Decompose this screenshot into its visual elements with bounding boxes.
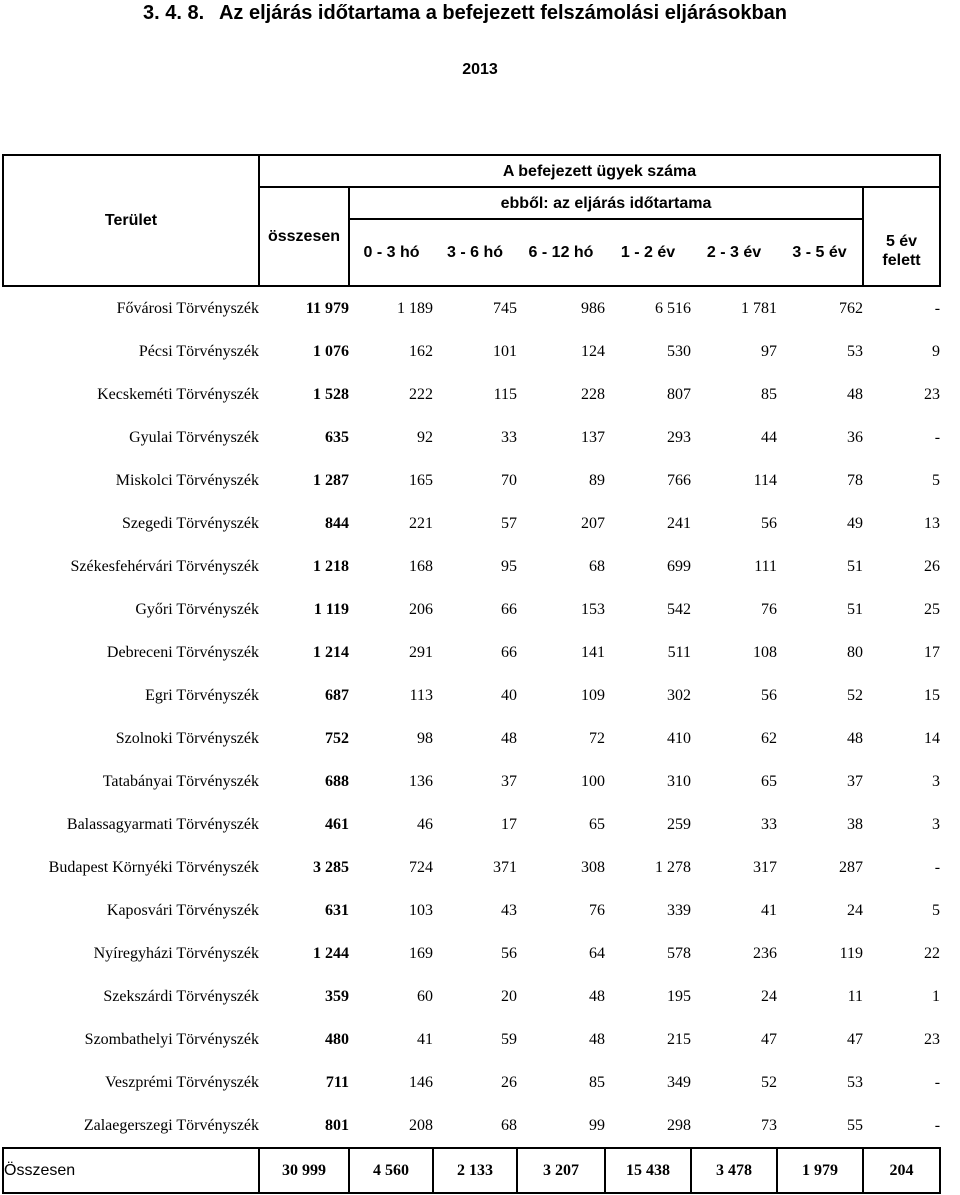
row-value: 40 <box>501 686 517 704</box>
row-court-name: Pécsi Törvényszék <box>138 342 259 360</box>
row-value: 578 <box>667 944 691 962</box>
row-value: 302 <box>667 686 691 704</box>
header-duration-col: 2 - 3 év <box>691 219 777 286</box>
row-value: - <box>934 858 941 876</box>
row-value: 56 <box>761 686 777 704</box>
header-duration-col: 0 - 3 hó <box>349 219 433 286</box>
row-total: 687 <box>325 686 349 704</box>
row-court-name: Szolnoki Törvényszék <box>115 729 259 747</box>
row-value: 26 <box>924 557 941 575</box>
row-value: 745 <box>493 299 517 317</box>
row-value: 62 <box>761 729 777 747</box>
row-value: 60 <box>417 987 433 1005</box>
row-court-name: Győri Törvényszék <box>135 600 259 618</box>
row-value: 56 <box>761 514 777 532</box>
row-value: 23 <box>924 1030 941 1048</box>
row-value: 241 <box>667 514 691 532</box>
row-total: 1 528 <box>313 385 349 403</box>
row-court-name: Zalaegerszegi Törvényszék <box>83 1116 259 1134</box>
row-value: 9 <box>932 342 941 360</box>
row-value: 25 <box>924 600 941 618</box>
row-court-name: Tatabányai Törvényszék <box>102 772 259 790</box>
sum-cell: 2 133 <box>433 1148 517 1193</box>
row-value: 119 <box>839 944 863 962</box>
row-total: 1 214 <box>313 643 349 661</box>
table-row <box>3 1061 940 1104</box>
row-value: 17 <box>501 815 517 833</box>
row-value: 699 <box>667 557 691 575</box>
row-value: 236 <box>753 944 777 962</box>
row-value: 48 <box>501 729 517 747</box>
sum-cell: 3 207 <box>517 1148 605 1193</box>
row-value: 287 <box>839 858 863 876</box>
row-value: 339 <box>667 901 691 919</box>
table-row <box>3 286 940 330</box>
row-value: 37 <box>501 772 517 790</box>
row-value: 66 <box>501 643 517 661</box>
row-value: 169 <box>409 944 433 962</box>
row-value: 5 <box>932 901 941 919</box>
row-value: 206 <box>409 600 433 618</box>
row-value: 124 <box>581 342 605 360</box>
row-value: 68 <box>589 557 605 575</box>
row-value: 44 <box>761 428 777 446</box>
row-value: - <box>934 1073 941 1091</box>
row-value: 766 <box>667 471 691 489</box>
row-value: 165 <box>409 471 433 489</box>
row-value: 24 <box>761 987 777 1005</box>
row-value: 762 <box>839 299 863 317</box>
row-value: 13 <box>924 514 941 532</box>
row-value: 530 <box>667 342 691 360</box>
row-value: 207 <box>581 514 605 532</box>
row-value: 228 <box>581 385 605 403</box>
row-value: 114 <box>753 471 777 489</box>
row-value: 92 <box>417 428 433 446</box>
row-value: 57 <box>501 514 517 532</box>
row-value: 3 <box>932 815 941 833</box>
row-court-name: Fővárosi Törvényszék <box>116 299 259 317</box>
row-total: 688 <box>325 772 349 790</box>
table-row <box>3 932 940 975</box>
table-row <box>3 717 940 760</box>
section-number: 3. 4. 8. <box>143 2 205 24</box>
row-value: 76 <box>589 901 605 919</box>
row-value: 371 <box>493 858 517 876</box>
row-value: 986 <box>581 299 605 317</box>
header-completed-cases: A befejezett ügyek száma <box>259 155 940 187</box>
sum-row <box>3 1148 940 1193</box>
table-row <box>3 416 940 459</box>
row-value: 17 <box>924 643 941 661</box>
sum-cell: 4 560 <box>349 1148 433 1193</box>
row-value: 136 <box>409 772 433 790</box>
table-row <box>3 1104 940 1148</box>
row-value: 1 278 <box>655 858 691 876</box>
table-row <box>3 760 940 803</box>
row-total: 844 <box>325 514 349 532</box>
row-value: 80 <box>847 643 863 661</box>
row-value: 111 <box>754 557 777 575</box>
row-value: 68 <box>501 1116 517 1134</box>
sum-cell: 204 <box>863 1148 940 1193</box>
row-total: 480 <box>325 1030 349 1048</box>
row-court-name: Gyulai Törvényszék <box>129 428 259 446</box>
row-total: 461 <box>325 815 349 833</box>
row-value: 23 <box>924 385 941 403</box>
table-row <box>3 889 940 932</box>
row-total: 1 287 <box>313 471 349 489</box>
row-value: 51 <box>847 557 863 575</box>
row-value: - <box>934 299 941 317</box>
row-value: 51 <box>847 600 863 618</box>
sum-cell: 15 438 <box>605 1148 691 1193</box>
row-value: 115 <box>493 385 517 403</box>
row-value: 99 <box>589 1116 605 1134</box>
row-value: 113 <box>409 686 433 704</box>
row-value: 215 <box>667 1030 691 1048</box>
row-value: 153 <box>581 600 605 618</box>
row-court-name: Debreceni Törvényszék <box>106 643 259 661</box>
header-total: összesen <box>259 187 349 286</box>
row-value: 97 <box>761 342 777 360</box>
row-value: 46 <box>417 815 433 833</box>
row-value: 511 <box>667 643 691 661</box>
row-value: 141 <box>581 643 605 661</box>
page-title <box>143 2 787 25</box>
row-value: 410 <box>667 729 691 747</box>
row-value: 66 <box>501 600 517 618</box>
row-value: 56 <box>501 944 517 962</box>
row-value: 41 <box>761 901 777 919</box>
sum-label: Összesen <box>3 1148 259 1193</box>
row-total: 631 <box>325 901 349 919</box>
header-over-5-line2: felett <box>882 251 921 269</box>
row-total: 752 <box>325 729 349 747</box>
table-row <box>3 975 940 1018</box>
row-value: 37 <box>847 772 863 790</box>
row-value: 59 <box>501 1030 517 1048</box>
row-value: 221 <box>409 514 433 532</box>
header-over-5-years <box>863 187 940 286</box>
row-value: 293 <box>667 428 691 446</box>
header-duration-col: 1 - 2 év <box>605 219 691 286</box>
row-total: 801 <box>325 1116 349 1134</box>
year-label: 2013 <box>462 61 498 78</box>
header-duration-col: 3 - 5 év <box>777 219 863 286</box>
row-total: 3 285 <box>313 858 349 876</box>
row-value: 1 781 <box>741 299 777 317</box>
row-value: 11 <box>847 987 863 1005</box>
table-row <box>3 502 940 545</box>
table-row <box>3 545 940 588</box>
table-row <box>3 373 940 416</box>
row-value: 95 <box>501 557 517 575</box>
row-value: 55 <box>847 1116 863 1134</box>
row-value: 20 <box>501 987 517 1005</box>
row-value: 53 <box>847 1073 863 1091</box>
row-value: 101 <box>493 342 517 360</box>
table-row <box>3 674 940 717</box>
row-total: 711 <box>325 1073 349 1091</box>
row-value: 137 <box>581 428 605 446</box>
row-value: 22 <box>924 944 941 962</box>
header-duration-col: 3 - 6 hó <box>433 219 517 286</box>
row-value: 53 <box>847 342 863 360</box>
row-value: 70 <box>501 471 517 489</box>
row-value: 317 <box>753 858 777 876</box>
row-value: 47 <box>847 1030 863 1048</box>
row-value: 100 <box>581 772 605 790</box>
row-court-name: Miskolci Törvényszék <box>115 471 259 489</box>
header-duration-col: 6 - 12 hó <box>517 219 605 286</box>
row-value: 1 189 <box>397 299 433 317</box>
row-value: 52 <box>761 1073 777 1091</box>
row-court-name: Kaposvári Törvényszék <box>106 901 259 919</box>
row-value: 542 <box>667 600 691 618</box>
row-value: 109 <box>581 686 605 704</box>
row-value: 14 <box>924 729 941 747</box>
row-value: 259 <box>667 815 691 833</box>
row-value: 24 <box>847 901 863 919</box>
row-value: 33 <box>501 428 517 446</box>
row-value: 43 <box>501 901 517 919</box>
table-row <box>3 588 940 631</box>
row-value: 48 <box>589 1030 605 1048</box>
row-value: 48 <box>589 987 605 1005</box>
row-value: 48 <box>847 729 863 747</box>
row-value: 146 <box>409 1073 433 1091</box>
row-value: 85 <box>589 1073 605 1091</box>
row-court-name: Budapest Környéki Törvényszék <box>48 858 259 876</box>
row-court-name: Nyíregyházi Törvényszék <box>93 944 259 962</box>
row-value: 36 <box>847 428 863 446</box>
row-value: 5 <box>932 471 941 489</box>
row-value: 33 <box>761 815 777 833</box>
row-value: 65 <box>761 772 777 790</box>
row-court-name: Egri Törvényszék <box>145 686 259 704</box>
row-value: 310 <box>667 772 691 790</box>
row-court-name: Székesfehérvári Törvényszék <box>70 557 259 575</box>
row-value: 15 <box>924 686 941 704</box>
row-value: 6 516 <box>655 299 691 317</box>
row-value: 98 <box>417 729 433 747</box>
row-court-name: Kecskeméti Törvényszék <box>97 385 259 403</box>
row-court-name: Szekszárdi Törvényszék <box>103 987 259 1005</box>
row-value: 349 <box>667 1073 691 1091</box>
row-value: 162 <box>409 342 433 360</box>
row-court-name: Balassagyarmati Törvényszék <box>66 815 259 833</box>
sum-cell: 1 979 <box>777 1148 863 1193</box>
row-court-name: Veszprémi Törvényszék <box>105 1073 259 1091</box>
row-value: 291 <box>409 643 433 661</box>
table-row <box>3 459 940 502</box>
table-row <box>3 631 940 674</box>
row-total: 1 076 <box>313 342 349 360</box>
row-value: - <box>934 1116 941 1134</box>
row-value: 26 <box>501 1073 517 1091</box>
row-value: 108 <box>753 643 777 661</box>
row-value: 103 <box>409 901 433 919</box>
row-value: 1 <box>932 987 941 1005</box>
row-value: 298 <box>667 1116 691 1134</box>
row-total: 1 244 <box>313 944 349 962</box>
row-value: 168 <box>409 557 433 575</box>
row-value: 222 <box>409 385 433 403</box>
row-value: 64 <box>589 944 605 962</box>
row-value: 48 <box>847 385 863 403</box>
row-value: 85 <box>761 385 777 403</box>
row-value: 49 <box>847 514 863 532</box>
row-value: 195 <box>667 987 691 1005</box>
row-court-name: Szegedi Törvényszék <box>122 514 259 532</box>
row-value: 3 <box>932 772 941 790</box>
row-value: 52 <box>847 686 863 704</box>
title-text: Az eljárás időtartama a befejezett felszámolási eljárásokban <box>218 2 788 24</box>
row-value: 308 <box>581 858 605 876</box>
row-value: - <box>934 428 941 446</box>
sum-total: 30 999 <box>259 1148 349 1193</box>
row-total: 635 <box>325 428 349 446</box>
table-row <box>3 330 940 373</box>
row-value: 72 <box>589 729 605 747</box>
row-value: 724 <box>409 858 433 876</box>
row-value: 89 <box>589 471 605 489</box>
row-value: 47 <box>761 1030 777 1048</box>
header-of-which-duration: ebből: az eljárás időtartama <box>349 187 863 219</box>
row-value: 65 <box>589 815 605 833</box>
row-value: 38 <box>847 815 863 833</box>
row-total: 359 <box>325 987 349 1005</box>
row-value: 78 <box>847 471 863 489</box>
row-total: 11 979 <box>305 299 349 317</box>
row-total: 1 218 <box>313 557 349 575</box>
row-court-name: Szombathelyi Törvényszék <box>84 1030 259 1048</box>
header-over-5-line1: 5 év <box>885 232 918 250</box>
table-row <box>3 1018 940 1061</box>
table-row <box>3 803 940 846</box>
row-total: 1 119 <box>313 600 349 618</box>
sum-cell: 3 478 <box>691 1148 777 1193</box>
row-value: 807 <box>667 385 691 403</box>
table-row <box>3 846 940 889</box>
row-value: 76 <box>761 600 777 618</box>
row-value: 73 <box>761 1116 777 1134</box>
header-area: Terület <box>3 155 259 286</box>
duration-table <box>2 154 941 1194</box>
row-value: 41 <box>417 1030 433 1048</box>
row-value: 208 <box>409 1116 433 1134</box>
